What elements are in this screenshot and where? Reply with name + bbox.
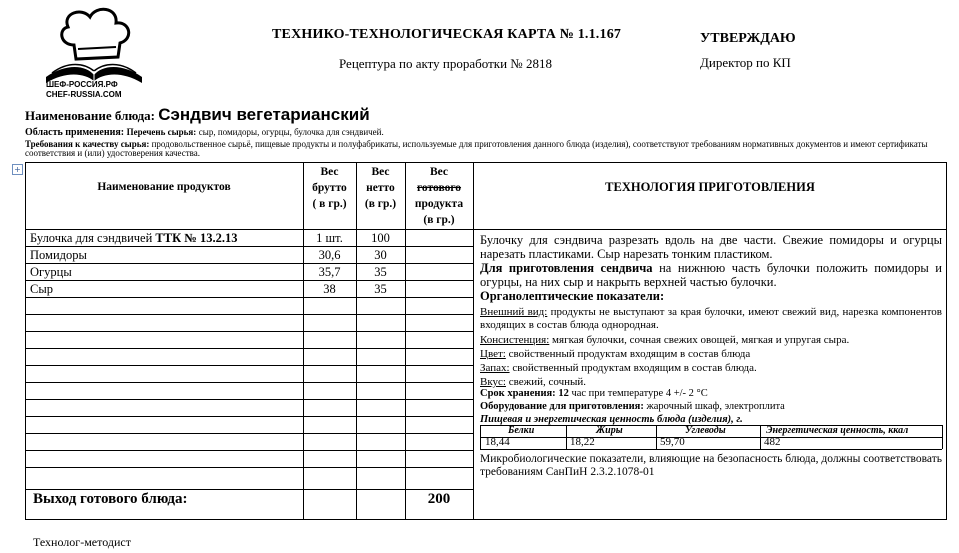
storage-line — [480, 387, 942, 400]
smell-label: Запах: — [480, 362, 510, 374]
grid-line — [25, 229, 947, 230]
product-name: Сыр — [30, 282, 53, 296]
grid-line — [760, 425, 761, 449]
color-text: свойственный продуктам входящим в состав блюда — [505, 348, 751, 360]
dish-label: Наименование блюда: — [25, 108, 155, 123]
header-net-line: Вес — [371, 166, 390, 178]
grid-line — [25, 450, 473, 451]
grid-line — [25, 489, 473, 490]
header-technology: ТЕХНОЛОГИЯ ПРИГОТОВЛЕНИЯ — [605, 180, 815, 194]
header-ready-line: продукта — [414, 198, 464, 210]
dish-name-line — [25, 105, 370, 125]
color-label: Цвет: — [480, 348, 506, 360]
nutrition-value: 18,44 — [485, 436, 510, 448]
grid-line — [25, 280, 473, 281]
header-net-line: (в гр.) — [364, 198, 397, 210]
nutrition-title-text: Пищевая и энергетическая ценность блюда (изделия), г. — [480, 414, 743, 425]
grid-line — [566, 425, 567, 449]
recipe-act: Рецептура по акту проработки № 2818 — [339, 56, 552, 71]
nutrition-header: Углеводы — [685, 425, 726, 436]
header-net — [356, 164, 405, 212]
grid-line — [25, 348, 473, 349]
organoleptic-details — [480, 306, 942, 389]
grid-line — [25, 246, 473, 247]
director-label: Директор по КП — [700, 55, 791, 70]
header-ready-line: Вес — [429, 166, 449, 178]
color-line — [480, 348, 942, 361]
equip-text: жарочный шкаф, электроплита — [643, 401, 785, 412]
gross-weight: 38 — [323, 282, 336, 296]
grid-line — [25, 314, 473, 315]
quality-label: Требования к качеству сырья: — [25, 139, 150, 149]
technologist-label: Технолог-методист — [33, 535, 131, 549]
look-line — [480, 306, 942, 332]
grid-line — [25, 382, 473, 383]
grid-line — [480, 437, 942, 438]
nutrition-value: 59,70 — [660, 436, 685, 448]
raw-text: сыр, помидоры, огурцы, булочка для сэндвичей. — [198, 127, 384, 137]
organo-title-text: Органолептические показатели: — [480, 289, 665, 303]
grid-line — [942, 425, 943, 449]
grid-line — [25, 365, 473, 366]
smell-text: свойственный продуктам входящим в состав блюда. — [509, 362, 757, 374]
net-weight: 35 — [374, 265, 387, 279]
header-ready — [405, 164, 473, 228]
taste-label: Вкус: — [480, 376, 506, 388]
grid-line — [656, 425, 657, 449]
header-ready-line: (в гр.) — [423, 214, 455, 226]
nutrition-header: Энергетическая ценность, ккал — [766, 425, 909, 436]
nutrition-header: Белки — [508, 425, 535, 436]
table-row — [30, 231, 237, 246]
scope-line — [25, 127, 384, 138]
header-gross-line: брутто — [312, 182, 347, 194]
header-gross-line: ( в гр.) — [312, 198, 347, 210]
grid-line — [25, 399, 473, 400]
technology-text — [480, 233, 942, 303]
microbiology-text: Микробиологические показатели, влияющие на безопасность блюда, должны соответствовать требованиям СанПиН 2.3.2.1078-01 — [480, 453, 942, 478]
grid-line — [25, 297, 473, 298]
dish-name: Сэндвич вегетарианский — [158, 105, 370, 124]
nutrition-value: 482 — [764, 436, 781, 448]
cons-text: мягкая булочки, сочная свежих овощей, мягкая и упругая сыра. — [549, 334, 850, 346]
cons-label: Консистенция: — [480, 334, 550, 346]
storage-unit: °С — [696, 388, 708, 399]
header-product: Наименование продуктов — [97, 181, 231, 193]
header-net-line: нетто — [366, 182, 395, 194]
look-label: Внешний вид: — [480, 306, 548, 318]
quality-requirements — [25, 140, 945, 158]
smell-line — [480, 362, 942, 375]
look-text: продукты не выступают за края булочки, имеют свежий вид, нарезка компонентов входящих в состав блюда однородная. — [480, 306, 942, 331]
consistency-line — [480, 334, 942, 347]
grid-line — [473, 162, 474, 520]
organo-title — [480, 289, 942, 303]
net-weight: 35 — [374, 282, 387, 296]
approve-label: УТВЕРЖДАЮ — [700, 31, 796, 46]
net-weight: 30 — [374, 248, 387, 262]
logo-text: CHEF-RUSSIA.COM — [46, 90, 122, 99]
equip-label: Оборудование для приготовления: — [480, 401, 644, 412]
product-name: Булочка для сэндвичей — [30, 231, 153, 245]
equipment-line — [480, 400, 942, 413]
product-name: Огурцы — [30, 265, 72, 279]
header-ready-line: готового — [416, 182, 462, 194]
grid-line — [480, 449, 942, 450]
raw-label: Перечень сырья: — [126, 127, 197, 137]
product-name: Помидоры — [30, 248, 87, 262]
scope-label: Область применения: — [25, 127, 125, 138]
yield-value: 200 — [427, 491, 451, 507]
gross-weight: 30,6 — [318, 248, 341, 262]
tech-bold: Для приготовления сендвича — [480, 261, 653, 275]
nutrition-header: Жиры — [596, 425, 623, 436]
document-title: ТЕХНИКО-ТЕХНОЛОГИЧЕСКАЯ КАРТА № 1.1.167 — [272, 27, 622, 42]
tech-paragraph: Булочку для сэндвича разрезать вдоль на две части. Свежие помидоры и огурцы нарезать пластиками. Сыр нарезать тонким пластиком. — [480, 233, 942, 261]
table-move-handle-icon[interactable]: + — [12, 164, 23, 175]
grid-line — [25, 467, 473, 468]
yield-label: Выход готового блюда: — [33, 491, 188, 507]
grid-line — [480, 425, 481, 449]
grid-line — [25, 331, 473, 332]
header-gross — [303, 164, 356, 212]
storage-rest: час при температуре 4 +/- 2 — [571, 388, 697, 399]
quality-text: продовольственное сырьё, пищевые продукты и полуфабрикаты, используемые для приготовления данного блюда (изделия), соответствуют требованиям нормативных документов и имеют сертификаты соответствия и (или) удостоверения качества. — [25, 139, 928, 158]
grid-line — [25, 416, 473, 417]
grid-line — [25, 263, 473, 264]
storage-equipment — [480, 387, 942, 426]
logo-text: ШЕФ-РОССИЯ.РФ — [46, 80, 118, 89]
tech-paragraph — [480, 261, 942, 289]
storage-value: 12 — [555, 388, 572, 399]
taste-text: свежий, сочный. — [505, 376, 587, 388]
header-gross-line: Вес — [320, 166, 339, 178]
storage-label: Срок хранения: — [480, 388, 556, 399]
nutrition-value: 18,22 — [570, 436, 595, 448]
gross-weight: 35,7 — [318, 265, 341, 279]
gross-weight: 1 шт. — [316, 231, 343, 245]
net-weight: 100 — [371, 231, 390, 245]
product-ref: ТТК № 13.2.13 — [155, 231, 238, 245]
tech-rest: на нижнюю часть булочки положить помидоры и огурцы, на них сыр и накрыть верхней частью булочки. — [480, 261, 942, 289]
grid-line — [25, 433, 473, 434]
